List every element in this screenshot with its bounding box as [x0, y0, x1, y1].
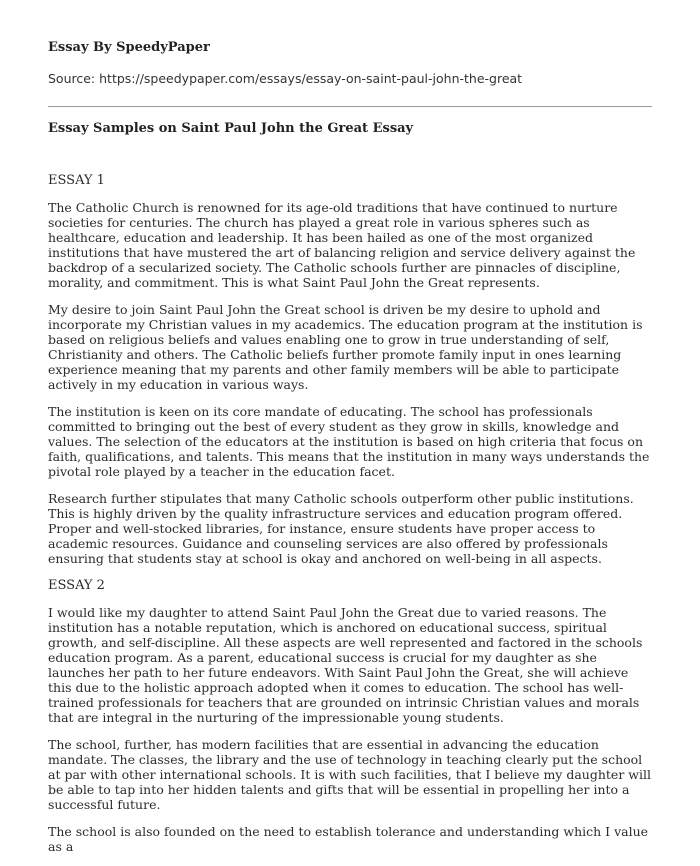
paragraph: The school, further, has modern facilities that are essential in advancing the education mandate. The classes, the library and the use of technology in teaching clearly put the school at par with other international schools. It is with such facilities, that I believe my daughter will be able to tap into her hidden talents and gifts that will be essential in propelling her into a successful future.: [48, 737, 651, 812]
divider: [48, 106, 652, 107]
essay-2-heading: ESSAY 2: [48, 578, 105, 593]
paragraph: My desire to join Saint Paul John the Great school is driven be my desire to uphold and incorporate my Christian values in my academics. The education program at the institution is based on religious beliefs and values enabling one to grow in true understanding of self, Christianity and others. The Catholic beliefs further promote family input in ones learning experience meaning that my parents and other family members will be able to participate actively in my education in various ways.: [48, 302, 643, 392]
source-line: Source: https://speedypaper.com/essays/essay-on-saint-paul-john-the-great: [48, 71, 523, 86]
brand-title: Essay By SpeedyPaper: [48, 40, 210, 55]
paragraph: I would like my daughter to attend Saint Paul John the Great due to varied reasons. The institution has a notable reputation, which is anchored on educational success, spiritual growth, and self-discipline. All these aspects are well represented and factored in the schools education program. As a parent, educational success is crucial for my daughter as she launches her path to her future endeavors. With Saint Paul John the Great, she will achieve this due to the holistic approach adopted when it comes to education. The school has well-trained professionals for teachers that are grounded on intrinsic Christian values and morals that are integral in the nurturing of the impressionable young students.: [48, 605, 643, 725]
paragraph: The Catholic Church is renowned for its age-old traditions that have continued to nurture societies for centuries. The church has played a great role in various spheres such as healthcare, education and leadership. It has been hailed as one of the most organized institutions that have mustered the art of balancing religion and service delivery against the backdrop of a secularized society. The Catholic schools further are pinnacles of discipline, morality, and commitment. This is what Saint Paul John the Great represents.: [48, 200, 636, 290]
paragraph: Research further stipulates that many Catholic schools outperform other public institutions. This is highly driven by the quality infrastructure services and education program offered. Proper and well-stocked libraries, for instance, ensure students have proper access to academic resources. Guidance and counseling services are also offered by professionals ensuring that students stay at school is okay and anchored on well-being in all aspects.: [48, 491, 634, 566]
paragraph: The institution is keen on its core mandate of educating. The school has professionals committed to bringing out the best of every student as they grow in skills, knowledge and values. The selection of the educators at the institution is based on high criteria that focus on faith, qualifications, and talents. This means that the institution in many ways understands the pivotal role played by a teacher in the education facet.: [48, 404, 650, 479]
document-title: Essay Samples on Saint Paul John the Great Essay: [48, 121, 414, 136]
document-page: [48, 40, 652, 866]
essay-1-heading: ESSAY 1: [48, 173, 105, 188]
paragraph: The school is also founded on the need to establish tolerance and understanding which I value as a: [48, 824, 649, 854]
